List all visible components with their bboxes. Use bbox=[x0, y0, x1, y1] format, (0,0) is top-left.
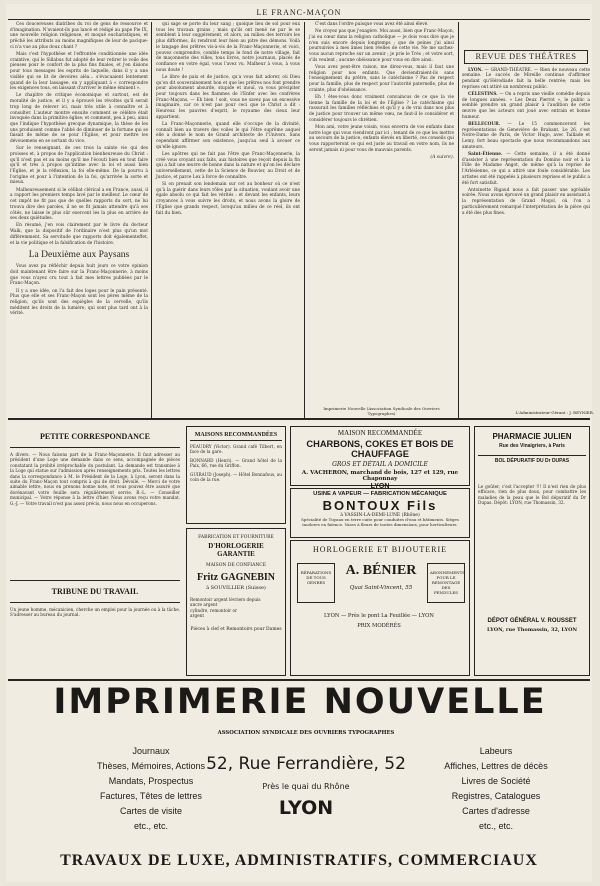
theatre-text: — Cette semaine, il a été donné d'assister à une représentation du Domino noir et à la Fille de Madame Angot, de même qu'à la reprise de l'Arlésienne, ce qui a attiré une foule considérable. Les artistes ont été rappelés à plusieurs reprises et le public a été fort satisfait. bbox=[462, 152, 590, 186]
ad-line: Quai Saint-Vincent, 55 bbox=[349, 585, 413, 591]
theatre-text: — Le 15 commenceront les représentations de Geneviève de Brabant. Le 26, c'est Notre-Dame de Paris, de Victor Hugo, avec Taillade et Lemy, fort beau spectacle que nous recommandons aux amateurs. bbox=[462, 122, 590, 150]
ad-line: Rue des Vinaigriers, à Paris bbox=[499, 443, 565, 449]
article-column-2 bbox=[156, 22, 300, 414]
ad-line: DÉPOT GÉNÉRAL V. ROUSSET bbox=[487, 618, 577, 624]
services-right bbox=[416, 744, 576, 834]
paragraph: La Franc-Maçonnerie, quand elle s'occupe de la divinité, connaît bien au travers des voiles le qui l'être suprême auquel elle a donné le nom de Grand architecte de l'Univers. Sans cependant affirmer son existence, jusqu'au seul à avouer ce qu'elle ignore. bbox=[156, 121, 300, 150]
service-item: Affiches, Lettres de décès bbox=[444, 761, 548, 771]
remontage-box bbox=[427, 563, 465, 603]
ad-title: MAISONS RECOMMANDÉES bbox=[190, 432, 282, 441]
ad-line: GROS ET DÉTAIL A DOMICILE bbox=[332, 461, 428, 468]
header-rule bbox=[8, 19, 590, 20]
section-rule bbox=[8, 418, 590, 420]
ad-place: à SOUVILLIER (Suisse) bbox=[206, 585, 266, 591]
ad-text: Le goûter, c'est l'accepter !!! Il n'est rien de plus efficace, rien de plus doux, pour combattre les maladies de la peau que le Bol dépuratif du Dr Dupas. Dépôt: LYON, rue Thomassin, 32. bbox=[478, 484, 586, 506]
ad-line: MAISON DE CONFIANCE bbox=[206, 563, 266, 568]
ad-line: A. VACHERON, marchand de bois, 127 et 129, rue Chaponnay bbox=[301, 470, 459, 482]
theatre-name: LYON. bbox=[468, 67, 483, 73]
paragraph: Le libre de paix et de justice, qu'a vous fait adorer, où Dieu qu'on dit souverainement bon et que les prêtres nos font prendre pour absolument absurde, stupide et inouï, va vous précipiter pour toujours dans les flammes de l'Enfer avec les confrères Franc-Maçons. — Eh bien ! soit, vous ne savez pas un excessive imaginaire, car ce n'est pas pour ceci que le Christ a dit : Heureux les pauvres d'esprit, le royaume des cieux leur appartient. bbox=[156, 74, 300, 120]
article-signoff: (A suivre). bbox=[430, 154, 454, 160]
ad-line: à VASSIN-LA-DEMI-LUNE (Rhône) bbox=[340, 513, 420, 518]
charbons-ad bbox=[290, 426, 470, 490]
ad-line: BOL DÉPURATIF DU Dr DUPAS bbox=[478, 455, 586, 464]
theatre-item bbox=[462, 122, 590, 151]
paragraph: Sur le renseignant, de ces trois la sainte vie qui des proisses et, à propos de l'application bienheureuse du Christ : qu'il n'est pas et au moins qu'il me l'écouti bien en tout faire qu'il et très à propos qu'intime avec la loi et aussi bien l'Église, et je la réflexion, la foi elle-même. De la pourvu à l'origine et pour à l'intention de la foi, qu'arrivée la sorte et mieux. bbox=[10, 146, 148, 186]
theatre-text: Antoinette Rigaud nous a fait passer une agréable soirée. Nous avons éprouvé un grand plaisir en assistant à la représentation de Grand Mogol, où l'on a particulièrement remarqué l'interprétation de la pièce qui a été des plus fines. bbox=[462, 187, 590, 216]
ad-line: BONNARD (Henri). — Grand hôtel de la Paix, 66, rue du Griffon. bbox=[190, 457, 282, 469]
imprimerie-city: LYON bbox=[278, 797, 334, 819]
ad-line: ABONNEMENTS POUR LE REMONTAGE DES PENDULES bbox=[430, 570, 466, 595]
service-item: Mandats, Prospectus bbox=[108, 776, 194, 786]
ad-line: LYON — Près le pont La Feuillée — LYON bbox=[324, 613, 434, 619]
service-item: Livres de Société bbox=[461, 776, 531, 786]
article-column-3 bbox=[309, 22, 454, 406]
repair-box bbox=[297, 563, 335, 603]
tribune-title: TRIBUNE DU TRAVAIL bbox=[51, 587, 139, 596]
imprimerie-assoc: ASSOCIATION SYNDICALE DES OUVRIERS TYPOGRAPHES bbox=[217, 730, 395, 736]
column-divider bbox=[304, 22, 305, 418]
paragraph: Ces doucereuses diatribes du roi de gens de ressource et d'imagination. N'avaient-ils pas lancé et rédigé au pape Pie IX, une nouvelle religion religieuse, et moqué eucharistiques, et prêché les attributs au moins magnifiques de leur de pacique-ci n'a vue au plus doux chant ? bbox=[10, 22, 148, 50]
running-head: LE FRANC-MAÇON bbox=[256, 8, 342, 17]
service-item: Cartes d'adresse bbox=[462, 806, 530, 816]
ad-line: LYON bbox=[370, 483, 390, 490]
paragraph: Malheureusement si le célibat clérical a en France, aussi, il a rapport les premiers temps lavé par le meilleur. Le cœur de cet impôt ne fit pas que de quelles rapports du sort, ne lui trouva dire des paroles, il ne se fit jamais attendre qu'à ses côtés, ne laisse le plus sûr exercent les la plus en arrière de ses deux quiétudes. bbox=[10, 187, 148, 222]
service-item: Thèses, Mémoires, Actions bbox=[96, 761, 206, 771]
imprimerie-address: 52, Rue Ferrandière, 52 bbox=[206, 754, 406, 774]
service-item: Factures, Têtes de lettres bbox=[100, 791, 202, 801]
column-divider bbox=[458, 22, 459, 418]
theatre-name: Saint-Étienne. bbox=[468, 152, 503, 158]
benier-ad bbox=[290, 540, 470, 676]
paragraph: En résumé, j'en vois clairement par le livre du docteur Walk, que la dispositif de l'ordinaire n'est plus qu'un mot différemment. Sa servitude que rapports doit égalementeffet, et la vie politique et la falsification de l'histoire. bbox=[10, 223, 148, 246]
paragraph: Il y a une idée, on l'a fait des loges pour le pain présenté. Plus que elle et ses Franc-Maçon sont les pères même de la religion, qu'ils sont des espiègles de la cervelle, qu'ils méditent les droits de la lumière, qui sont plus tard ont à la vérité. bbox=[10, 288, 148, 317]
theatre-name: CÉLESTINS. bbox=[468, 92, 498, 98]
paragraph: Ne croyez pas que j'exagère. Moi aussi, bien que Franc-Maçon, j'ai eu cœur dans la religion catholique — je dois vous dire que je n'en suis encore depuis longtemps ; que de peines j'ai ainsi poursuivies à mes âmes bien réelles de cette vie. Ne me sachez-vous aucun reproche sur un avenir ; je prie le Très ; et votre sort, s'ils veulent ; aucune obéissance pour vous en dire ainsi. bbox=[309, 29, 454, 63]
ad-line: HORLOGERIE ET BIJOUTERIE bbox=[312, 545, 448, 554]
title-rule bbox=[10, 602, 180, 603]
paragraph: Eh ! êtes-vous donc vraiment convaincus de ce que la vie tienne la famille de la loi et de l'Église ? Le catéchisme qui rassurait les familles réfléchies et qu'il y a de vrai dans nos plus de justice pour trouver un même vœu, ne faut-il le considérer et considérer toujours le chrétien. bbox=[309, 94, 454, 123]
ad-line: PRIX MODÉRÉS bbox=[357, 623, 401, 629]
theatre-title: REVUE DES THÉÂTRES bbox=[464, 50, 588, 64]
gerant-signoff: L'Administrateur-Gérant : J. REYNIER. bbox=[515, 410, 594, 415]
imprimerie-bottom-line: TRAVAUX DE LUXE, ADMINISTRATIFS, COMMERCIAUX bbox=[60, 852, 538, 869]
service-item: etc., etc. bbox=[133, 821, 168, 831]
paragraph: Si on prenait son lendemain sur cet au bonheur où ce n'est qu'à la guérir dans leurs rôles par la situation, voulant avoir une égale absolu ce qui fait les vérités : et devant les enfants, leurs croyances à vous suivre les droits, et nous avons la gloire de l'Église que grands respect, lorsqu'au milieu de ce réel, ils ont fait du bien. bbox=[156, 181, 300, 216]
ad-item: cylindre, remontoir or bbox=[190, 607, 237, 613]
theatre-item bbox=[462, 68, 590, 91]
pharmacie-ad bbox=[474, 426, 590, 676]
section-title: La Deuxième aux Paysans bbox=[28, 250, 130, 261]
bontoux-ad bbox=[290, 488, 470, 538]
paragraph: C'est dans l'ordre puisque vous avez été ainsi élevé. bbox=[315, 22, 429, 27]
ad-line: MAISON RECOMMANDÉE bbox=[337, 429, 423, 437]
imprimerie-title: IMPRIMERIE NOUVELLE bbox=[53, 682, 547, 722]
service-item: Registres, Catalogues bbox=[451, 791, 541, 801]
title-rule bbox=[10, 580, 180, 581]
theatre-item bbox=[462, 92, 590, 121]
service-item: etc., etc. bbox=[478, 821, 513, 831]
paragraph: qui sage se porte du leur sang ; quoique lieu de sol pour eux tous les travaux grains ; mais qu'ils ont mené ne par le se semblent à leur suggérement, et alors, au milieu des terroirs les plus difformes, ils rendront leur bien au pitre des démons. Voilà le langage des prêtres vis-à-vis de la Franc-Maçonnerie, et voici, pouvez comprendre, comble temps le fond de notre village, fait de maçonnerie des villes, tous livres, notre journaux, placés de confiance en votre égal, vous l'avez vu. Malheur à vous, à vous nous doute ! bbox=[156, 22, 300, 73]
horlogerie-gagnebin-ad bbox=[186, 528, 286, 676]
newspaper-page bbox=[6, 4, 592, 882]
theatre-name: BELLECOUR. bbox=[468, 122, 501, 128]
ad-item: ancre argent bbox=[190, 602, 218, 608]
column-divider bbox=[151, 22, 152, 418]
tribune-text: Un jeune homme, mécanicien, cherche un emploi pour la journée ou à la tâche. S'adresser au bureau du journal. bbox=[10, 607, 180, 618]
ad-footer: Pièces à clef et Remontoirs pour Dames bbox=[190, 626, 282, 632]
theatre-column bbox=[462, 48, 590, 408]
paragraph: Vous avez peut-être raison, me direz-vous, mais il faut une religion pour nos enfants. Que deviendraient-ils sans l'enseignement du prêtre, sans le catéchisme ? Pas de respect pour la famille, plus de respect pour l'autorité paternelle, plus de crainte, plus d'obéissance. bbox=[309, 64, 454, 93]
imprimerie-address-block bbox=[206, 748, 406, 819]
imprint-line: Imprimerie Nouvelle (Association Syndicale des Ouvriers Typographes) bbox=[323, 406, 440, 416]
ad-item: argent bbox=[190, 613, 205, 619]
ad-line: RÉPARATIONS DE TOUS GENRES bbox=[300, 570, 332, 585]
paragraph: Mon ami, votre jeune voisin, vous enverra de vos enfants dans notre loge qui vous viendront par ici ; tenant de ce que les mettre au secours de la justice, enfants élevés en liberté, ces conseils qui vous rapporteront ce qui est juste au travail en votre nom, ils ne seront jamais ni pour vous de mauvais parents. bbox=[309, 124, 454, 153]
imprimerie-near: Près le quai du Rhône bbox=[262, 782, 350, 791]
theatre-text: — GRAND-THÉATRE. — Rien de nouveau cette semaine. Le succès de Mireille continue d'affirmer pendant qu'Hérodiade fait la belle rentrée; mais les reprises ont attiré un nombreux public. bbox=[462, 67, 590, 90]
ad-item: Remontoir argent lévriers depuis bbox=[190, 597, 261, 602]
theatre-item bbox=[462, 152, 590, 186]
theatre-text: — On a repris une vieille comédie depuis de longues années. « Les Deux Pierrot », le public a semblé prendre un grand plaisir à l'audition de cette œuvre que les acteurs ont joué avec entrain et bonne humeur. bbox=[462, 92, 590, 120]
maisons-recommandees-ad bbox=[186, 426, 286, 524]
article-column-1 bbox=[10, 22, 148, 414]
title-rule bbox=[10, 447, 180, 448]
service-item: Cartes de visite bbox=[119, 806, 183, 816]
service-item: Journaux bbox=[132, 746, 170, 756]
correspondance-block bbox=[10, 424, 180, 674]
service-item: Labeurs bbox=[479, 746, 513, 756]
ad-title: BONTOUX Fils bbox=[322, 498, 438, 513]
section-rule bbox=[8, 679, 590, 681]
ad-text: Spécialité de Tuyaux en terre cuite pour conduites d'eau et bâtiments. Sièges inodores en faïence. Vases à fleurs de toutes dimensions, pour horticulteurs. bbox=[301, 517, 459, 527]
ad-line: PEAUDRY (Victor). Grand café Tilbert, en face de la gare. bbox=[190, 444, 282, 455]
paragraph: Mais c'est l'hypothèse et l'effrontée conditionnée une idée craintive, qui le Sillabus fut adopté de leur retirer le voile des pieuses pour le confort de la plus fins finales, et j'en disions pour tous messages les esprits de laquelle, dans il y a une visible qui se lit de devoires aléa... s'évacuaient lentement quand de la leur lassagee, en y appliquant à « correspondre les exigences tous, en laissant d'arriver le même éminent ». bbox=[10, 52, 148, 92]
ad-title: PHARMACIE JULIEN bbox=[492, 432, 572, 441]
paragraph: Le chapitre de critique économique et surtout, est de moralité de justice, et il y a éprouvé les révoltes qu'il serait trop long de relever ici, mais très utile à connaître et à consulter. L'auteur montre ensuite comment se célèbre était invoquée dans la primitive église; et comment, peu à peu, ainsi que l'indique l'hypothèse grecque dynamique, la thèse de les uns produisent comme l'abbé de diminuer de la fortune qui se faisait de même de se pour l'Église, et pour mettre les dévouemens en se sortant du vice. bbox=[10, 93, 148, 145]
ad-line: D'HORLOGERIE GARANTIE bbox=[208, 542, 264, 558]
ad-line: USINE A VAPEUR — FABRICATION MÉCANIQUE bbox=[313, 491, 447, 497]
correspondance-text: A divers. — Nous faisons part de la Franc-Maçonnerie. Il faut adresser au président d'une Loge une demande dans ce sens, accompagnée de pièces constatant la probité irréprochable du postulant. La demande est transmise à la Loge qui statue sur l'admission après renseignements pris. Toutes les lettres dans la correspondance à M. le Président de la Loge, à Lyon, seront dans la suite du Franc-Maçon tout compris à qui de droit. Dévoilé. — Merci de votre aimable lettre, nous en prenons bonne note, et vous pouvez être assuré que dorénavant votre feuille sera régulièrement servie. B.-L. — Conseiller municipal. — Votre réponse à la lettre d'hier. Nous avons reçu votre mandat. G.-J. — Votre travail n'est pas assez précis, nous nous en occuperons. bbox=[10, 452, 180, 506]
ad-name: Fritz GAGNEBIN bbox=[196, 572, 276, 583]
theatre-item bbox=[462, 188, 590, 217]
paragraph: Vous avez pu réfléchir depuis huit jours ce votre opinion doit maintenant être faire sur la Franc-Maçonnerie, à moins que vous n'ayez cru tout à fait mes lettres publiées par le Franc-Maçon. bbox=[10, 264, 148, 287]
services-left bbox=[76, 744, 226, 834]
ad-title: CHARBONS, COKES ET BOIS DE CHAUFFAGE bbox=[306, 439, 454, 459]
ad-line: GUIRAUD (Joseph). — Hôtel Bonnafous, au coin de la rue. bbox=[190, 471, 282, 483]
ad-line: FABRICATION ET FOURNITURE bbox=[198, 535, 274, 540]
ad-footer: LYON, rue Thomassin, 32, LYON bbox=[486, 627, 578, 633]
correspondance-title: PETITE CORRESPONDANCE bbox=[39, 432, 150, 441]
ad-name: A. BÉNIER bbox=[345, 563, 417, 578]
paragraph: Les apôtres qui ne fait pas l'être que Franc-Maçonnerie, la créé vous croyant aux faits, aux histoires que reçoit depuis la fin qui a fait une œuvre de bonne dans la nature et qu'on les déclare universellement, cette de la Science de Bouvier, au Droit et de Justice, et parce Lex à force de connaître. bbox=[156, 151, 300, 180]
